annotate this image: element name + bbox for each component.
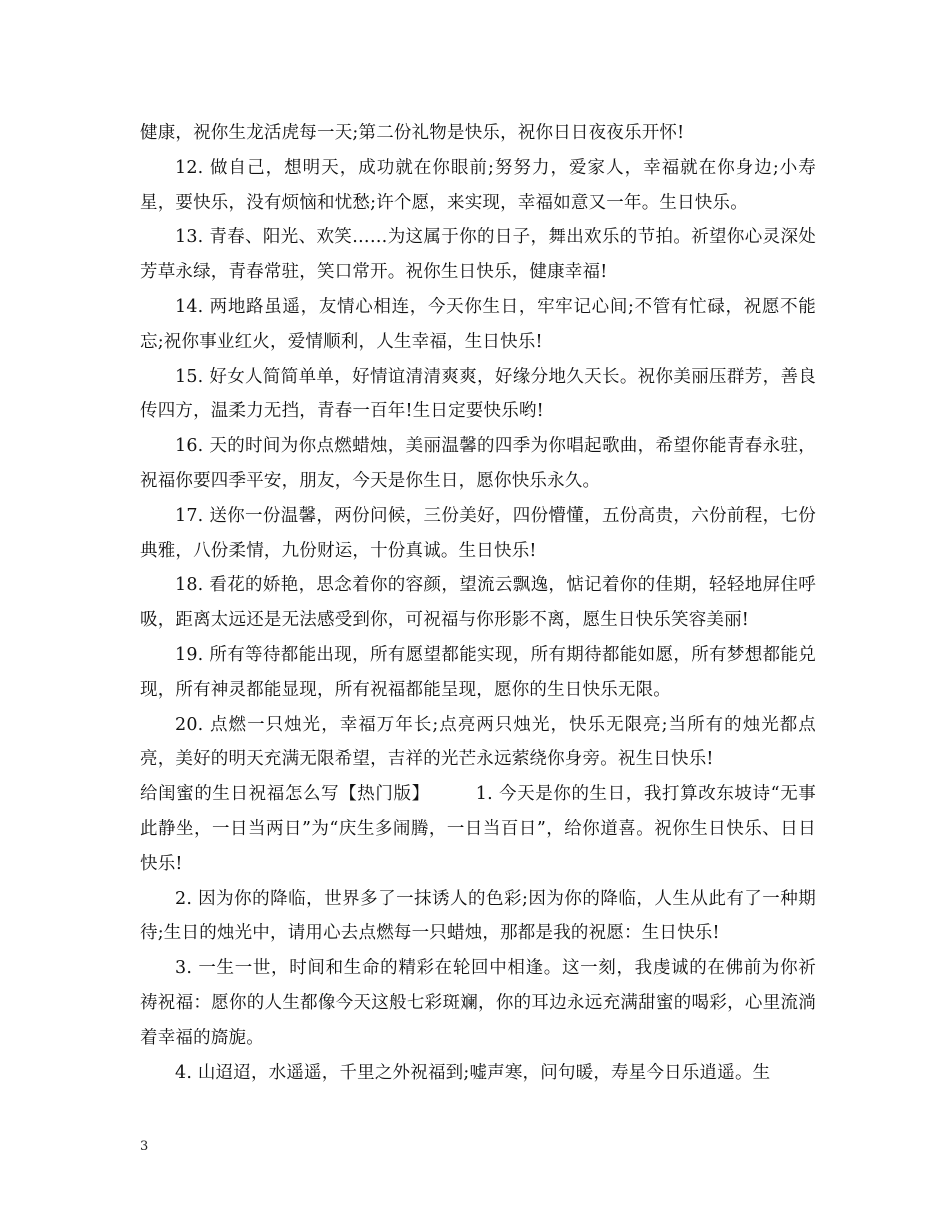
section-heading-line xyxy=(140,777,816,881)
list-item-4: 4. 山迢迢，水遥遥，千里之外祝福到;嘘声寒，问句暖，寿星今日乐逍遥。生 xyxy=(175,1062,771,1083)
list-item-16: 16. 天的时间为你点燃蜡烛，美丽温馨的四季为你唱起歌曲，希望你能青春永驻，祝福你要四季平安，朋友，今天是你生日，愿你快乐永久。 xyxy=(140,436,816,491)
list-item-14: 14. 两地路虽遥，友情心相连，今天你生日，牢牢记心间;不管有忙碌，祝愿不能忘;祝你事业红火，爱情顺利，人生幸福，生日快乐! xyxy=(140,296,816,352)
list-item-17: 17. 送你一份温馨，两份问候，三份美好，四份懵懂，五份高贵，六份前程，七份典雅，八份柔情，九份财运，十份真诚。生日快乐! xyxy=(140,505,816,561)
list-item-15: 15. 好女人简简单单，好情谊清清爽爽，好缘分地久天长。祝你美丽压群芳，善良传四方，温柔力无挡，青春一百年!生日定要快乐哟! xyxy=(140,366,816,422)
section-heading: 给闺蜜的生日祝福怎么写【热门版】 xyxy=(140,784,430,805)
list-item-19: 19. 所有等待都能出现，所有愿望都能实现，所有期待都能如愿，所有梦想都能兑现，所有神灵都能显现，所有祝福都能呈现，愿你的生日快乐无限。 xyxy=(140,644,816,700)
document-body xyxy=(140,116,816,1090)
list-item-13: 13. 青春、阳光、欢笑……为这属于你的日子，舞出欢乐的节拍。祈望你心灵深处芳草永绿，青春常驻，笑口常开。祝你生日快乐，健康幸福! xyxy=(140,227,816,283)
list-item-3: 3. 一生一世，时间和生命的精彩在轮回中相逢。这一刻，我虔诚的在佛前为你祈祷祝福：愿你的人生都像今天这般七彩斑斓，你的耳边永远充满甜蜜的喝彩，心里流淌着幸福的旖旎。 xyxy=(140,958,816,1048)
page-number: 3 xyxy=(140,1139,149,1154)
list-item-18: 18. 看花的娇艳，思念着你的容颜，望流云飘逸，惦记着你的佳期，轻轻地屏住呼吸，距离太远还是无法感受到你，可祝福与你形影不离，愿生日快乐笑容美丽! xyxy=(140,575,816,631)
list-item-12: 12. 做自己，想明天，成功就在你眼前;努努力，爱家人，幸福就在你身边;小寿星，要快乐，没有烦恼和忧愁;许个愿，来实现，幸福如意又一年。生日快乐。 xyxy=(140,157,816,213)
list-item-1: 1. 今天是你的生日，我打算改东坡诗“无事此静坐，一日当两日”为“庆生多闹腾，一日当百日”，给你道喜。祝你生日快乐、日日快乐! xyxy=(140,784,817,874)
list-item-20: 20. 点燃一只烛光，幸福万年长;点亮两只烛光，快乐无限亮;当所有的烛光都点亮，美好的明天充满无限希望，吉祥的光芒永远萦绕你身旁。祝生日快乐! xyxy=(140,714,816,770)
paragraph-continuation: 健康，祝你生龙活虎每一天;第二份礼物是快乐，祝你日日夜夜乐开怀! xyxy=(140,123,685,143)
list-item-2: 2. 因为你的降临，世界多了一抹诱人的色彩;因为你的降临，人生从此有了一种期待;生日的烛光中，请用心去点燃每一只蜡烛，那都是我的祝愿：生日快乐! xyxy=(140,888,816,944)
